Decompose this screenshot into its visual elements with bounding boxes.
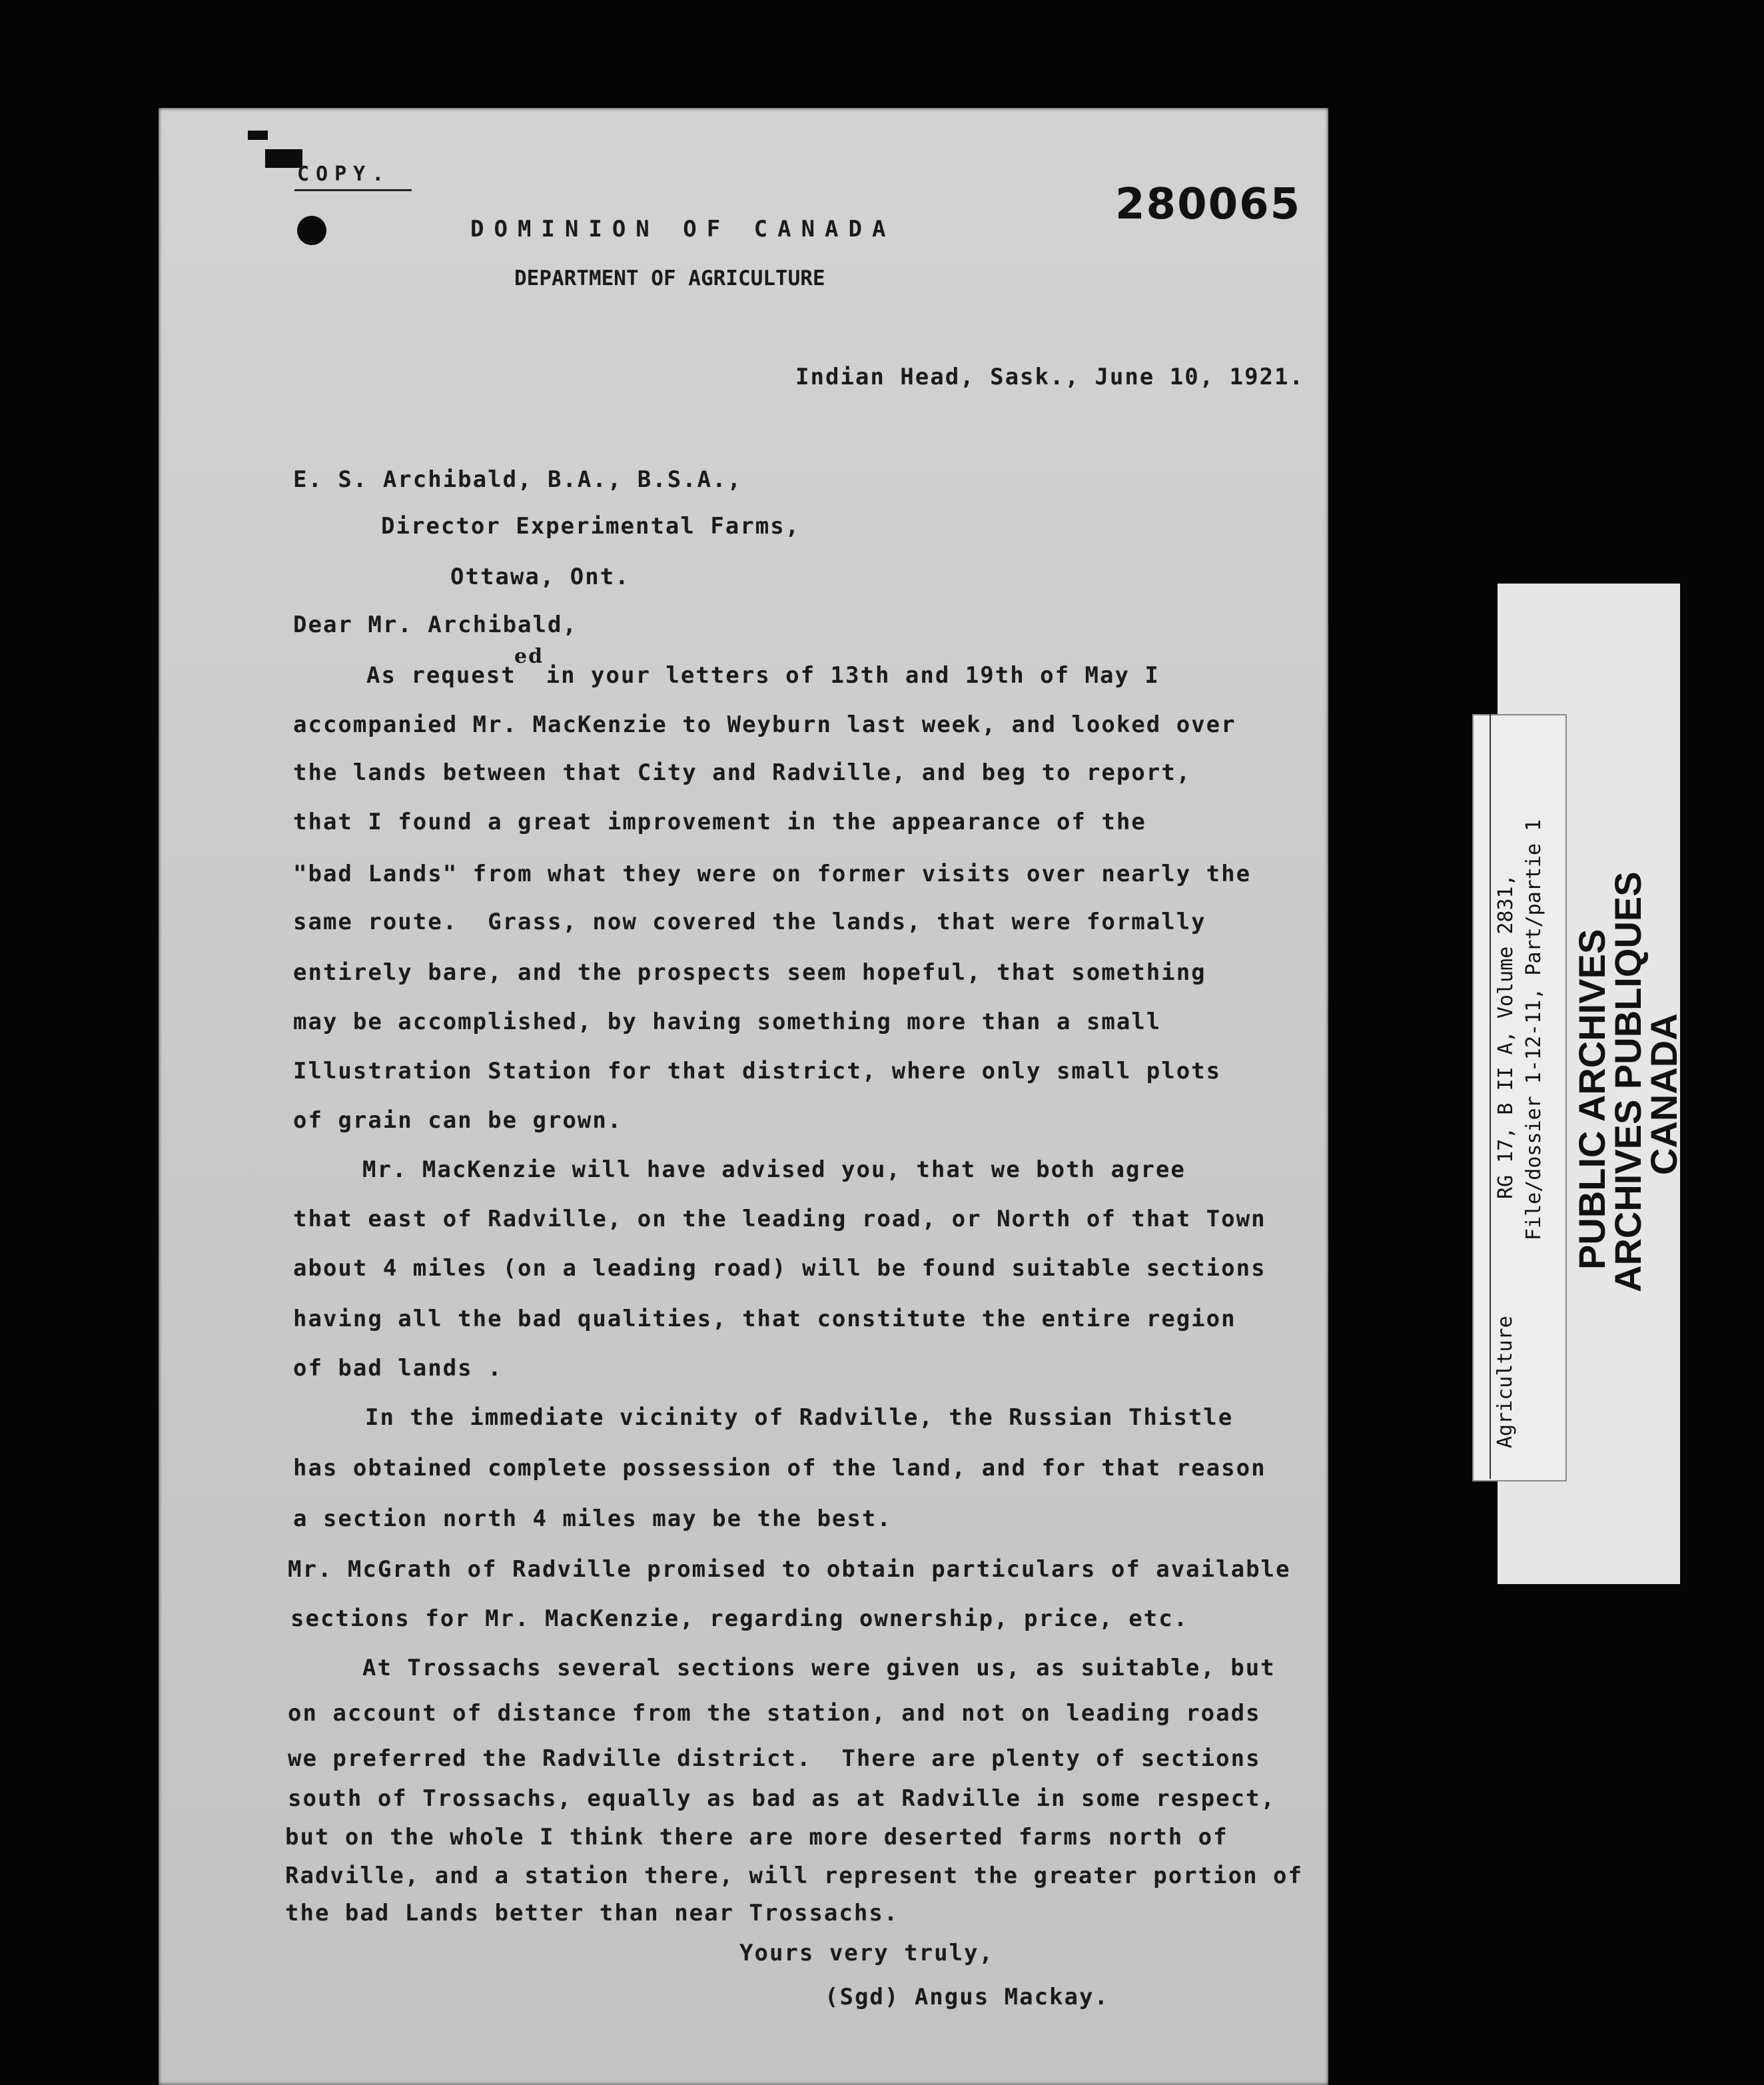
recipient-line1: E. S. Archibald, B.A., B.S.A., xyxy=(293,466,743,493)
copy-mark: COPY. xyxy=(297,163,391,186)
archive-reference-line2: File/dossier 1-12-11, Part/partie 1 xyxy=(1522,819,1545,1240)
header-line2: DEPARTMENT OF AGRICULTURE xyxy=(514,266,825,290)
body-line-23: we preferred the Radville district. There are plenty of sections xyxy=(288,1745,1261,1772)
body-line-25: but on the whole I think there are more deserted farms north of xyxy=(285,1824,1228,1851)
body-line-16: In the immediate vicinity of Radville, the Russian Thistle xyxy=(365,1404,1234,1431)
body-line-4: that I found a great improvement in the appearance of the xyxy=(293,809,1146,835)
body-line-22: on account of distance from the station, and not on leading roads xyxy=(288,1700,1261,1727)
body-line-9: Illustration Station for that district, where only small plots xyxy=(293,1058,1222,1084)
header-line1: DOMINION OF CANADA xyxy=(470,216,896,242)
body-line-5: "bad Lands" from what they were on former visits over nearly the xyxy=(293,861,1252,887)
body-line-8: may be accomplished, by having something more than a small xyxy=(293,1009,1162,1035)
body-line-26: Radville, and a station there, will represent the greater portion of xyxy=(285,1863,1303,1889)
copy-underline xyxy=(294,189,412,191)
place-date: Indian Head, Sask., June 10, 1921. xyxy=(795,364,1304,390)
body-line-6: same route. Grass, now covered the lands, that were formally xyxy=(293,909,1206,935)
body-line-12: that east of Radville, on the leading road, or North of that Town xyxy=(293,1206,1266,1232)
body-line-19: Mr. McGrath of Radville promised to obtain particulars of available xyxy=(288,1556,1291,1583)
archives-institution-line3: CANADA xyxy=(1643,1013,1685,1175)
body-line-10: of grain can be grown. xyxy=(293,1107,623,1134)
signature: (Sgd) Angus Mackay. xyxy=(825,1984,1109,2010)
label-divider xyxy=(1490,714,1491,1479)
body-line-11: Mr. MacKenzie will have advised you, that we both agree xyxy=(362,1156,1186,1183)
salutation: Dear Mr. Archibald, xyxy=(293,612,578,638)
body-line-15: of bad lands . xyxy=(293,1355,503,1382)
body-line-27: the bad Lands better than near Trossachs. xyxy=(285,1900,899,1926)
closing: Yours very truly, xyxy=(739,1940,994,1966)
body-line-7: entirely bare, and the prospects seem hopeful, that something xyxy=(293,959,1206,986)
body-line-18: a section north 4 miles may be the best. xyxy=(293,1505,892,1532)
punch-hole xyxy=(297,216,326,245)
archive-department: Agriculture xyxy=(1494,1316,1517,1448)
archive-reference-card xyxy=(1472,714,1567,1481)
body-line-24: south of Trossachs, equally as bad as at Radville in some respect, xyxy=(288,1785,1276,1812)
recipient-line3: Ottawa, Ont. xyxy=(450,564,630,590)
file-number-stamp: 280065 xyxy=(1115,180,1302,229)
body-line-2: accompanied Mr. MacKenzie to Weyburn last week, and looked over xyxy=(293,711,1236,738)
handwritten-insertion: ed xyxy=(514,645,544,668)
body-line-14: having all the bad qualities, that constitute the entire region xyxy=(293,1306,1236,1332)
body-line-1: As request in your letters of 13th and 19th of May I xyxy=(366,662,1160,689)
body-line-13: about 4 miles (on a leading road) will be found suitable sections xyxy=(293,1255,1266,1282)
clip-mark-2 xyxy=(248,131,268,140)
archives-institution-line1: PUBLIC ARCHIVES xyxy=(1571,929,1613,1270)
archive-reference-line1: RG 17, B II A, Volume 2831, xyxy=(1494,874,1518,1199)
body-line-21: At Trossachs several sections were given us, as suitable, but xyxy=(362,1655,1276,1681)
recipient-line2: Director Experimental Farms, xyxy=(381,513,801,540)
body-line-3: the lands between that City and Radville, and beg to report, xyxy=(293,759,1192,786)
body-line-17: has obtained complete possession of the land, and for that reason xyxy=(293,1455,1266,1481)
archives-institution-line2: ARCHIVES PUBLIQUES xyxy=(1607,871,1649,1292)
body-line-20: sections for Mr. MacKenzie, regarding ownership, price, etc. xyxy=(290,1605,1189,1632)
